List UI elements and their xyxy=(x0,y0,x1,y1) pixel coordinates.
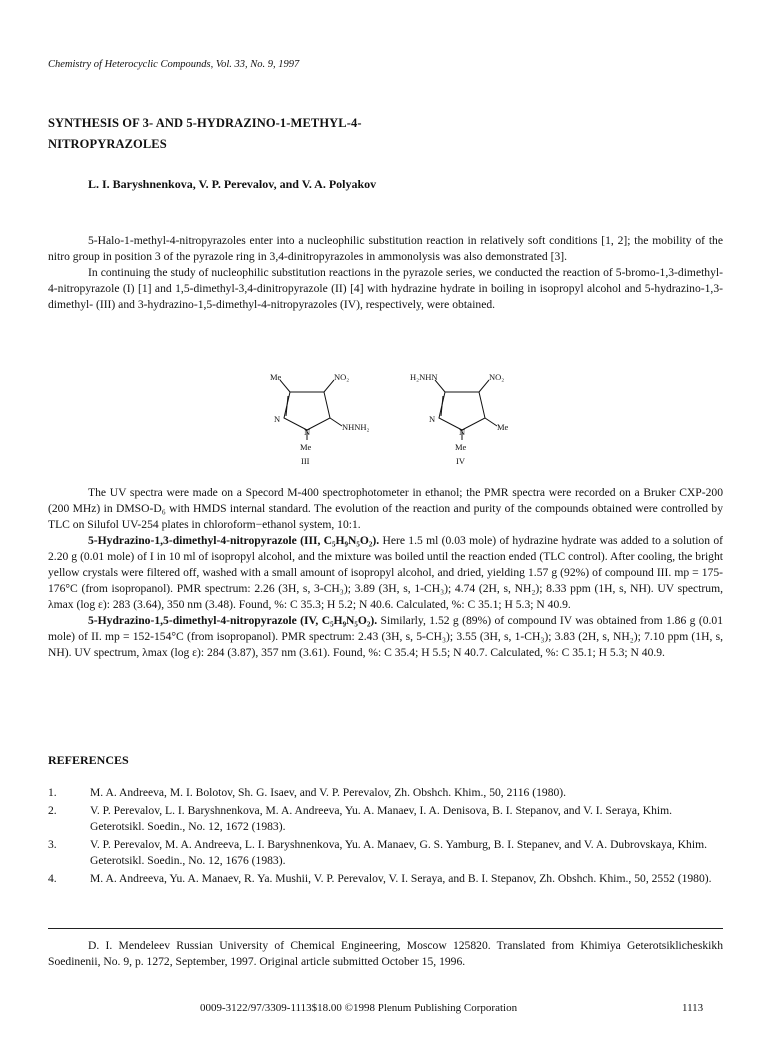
III-n-methyl: Me xyxy=(300,442,312,452)
III-ring-nitrogen-1: N xyxy=(304,427,311,437)
chemical-structures xyxy=(248,370,538,465)
paragraph-continuing: In continuing the study of nucleophilic substitution reactions in the pyrazole series, we conducted the reaction of 5-bromo-1,3-dimethyl-4-nitropyrazole (I) [1] and 1,5-dimethyl-3,4-dinitropyrazole (II) [4] with hydrazine hydrate in boiling in isopropyl alcohol and 5-hydrazino-1,3-dimethyl- (III) and 3-hydrazino-1,5-dimethyl-4-nitropyrazoles (IV), respectively, were obtained. xyxy=(48,266,723,311)
affiliation-note: D. I. Mendeleev Russian University of Chemical Engineering, Moscow 125820. Translated from Khimiya Geterotsiklicheskikh Soedinenii, No. 9, p. 1272, September, 1997. Original article submitted October 15, 1996. xyxy=(48,939,723,968)
structure-III xyxy=(270,372,370,466)
IV-top-right-substituent: NO₂ xyxy=(489,372,505,382)
paragraph-intro: 5-Halo-1-methyl-4-nitropyrazoles enter into a nucleophilic substitution reaction in relatively soft conditions [1, 2]; the mobility of the nitro group in position 3 of the pyrazole ring in 3,4-dinitropyrazoles in ammonolysis was also demonstrated [3]. xyxy=(48,234,723,263)
experimental-section xyxy=(48,485,723,661)
author-list: L. I. Baryshnenkova, V. P. Perevalov, and V. A. Polyakov xyxy=(88,177,377,191)
reference-text: V. P. Perevalov, L. I. Baryshnenkova, M. A. Andreeva, Yu. A. Manaev, I. A. Denisova, B. I. Stepanov, and V. I. Seraya, Khim. Geterotsikl. Soedin., No. 12, 1672 (1983). xyxy=(90,804,673,833)
III-ring-nitrogen-2: N xyxy=(274,414,281,424)
compound-III-heading: 5-Hydrazino-1,3-dimethyl-4-nitropyrazole (III, C₅H₉N₅O₂). xyxy=(88,534,380,547)
reference-number: 1. xyxy=(48,786,57,799)
structure-IV xyxy=(410,372,509,466)
reference-item xyxy=(48,837,723,869)
title-line-2: NITROPYRAZOLES xyxy=(48,137,167,151)
IV-ring-nitrogen-2: N xyxy=(429,414,436,424)
intro-section xyxy=(48,233,723,313)
IV-bottom-right-substituent: Me xyxy=(497,422,509,432)
paragraph-compound-III xyxy=(48,533,723,613)
IV-top-left-substituent: H₂NHN xyxy=(410,372,438,382)
reference-item xyxy=(48,785,723,801)
structure-diagram xyxy=(248,370,538,465)
reference-item xyxy=(48,871,723,887)
III-compound-label: III xyxy=(301,456,310,466)
journal-citation: Chemistry of Heterocyclic Compounds, Vol. 33, No. 9, 1997 xyxy=(48,59,300,70)
page-number: 1113 xyxy=(682,1002,704,1014)
IV-n-methyl: Me xyxy=(455,442,467,452)
paragraph-methods: The UV spectra were made on a Specord M-400 spectrophotometer in ethanol; the PMR spectra were recorded on a Bruker CXP-200 (200 MHz) in DMSO-D₆ with HMDS internal standard. The evolution of the reaction and purity of the compounds obtained were controlled by TLC on Silufol UV-254 plates in chloroform−ethanol system, 10:1. xyxy=(48,486,723,531)
IV-compound-label: IV xyxy=(456,456,465,466)
reference-text: M. A. Andreeva, M. I. Bolotov, Sh. G. Isaev, and V. P. Perevalov, Zh. Obshch. Khim., 50, 2116 (1980). xyxy=(90,786,567,799)
compound-III-procedure: Here 1.5 ml (0.03 mole) of hydrazine hydrate was added to a solution of 2.20 g (0.01 mole) of I in 10 ml of isopropyl alcohol, and the mixture was boiled until the reaction ended (TLC control). After cooling, the bright yellow crystals were filtered off, washed with a small amount of isopropyl alcohol, and dried, yielding 1.57 g (92%) of compound III. mp = 175-176°C (from isopropanol). PMR spectrum: 2.26 (3H, s, 3-CH₃); 3.89 (3H, s, 1-CH₃); 4.74 (2H, s, NH₂); 8.33 ppm (1H, s, NH). UV spectrum, λmax (log ε): 283 (3.64), 350 nm (3.48). Found, %: C 35.3; H 5.2; N 40.6. Calculated, %: C 35.1; H 5.3; N 40.9. xyxy=(48,534,723,611)
reference-list xyxy=(48,785,723,889)
IV-ring-nitrogen-1: N xyxy=(459,427,466,437)
paragraph-compound-IV xyxy=(48,613,723,661)
III-bottom-right-substituent: NHNH₂ xyxy=(342,422,370,432)
reference-number: 2. xyxy=(48,804,57,817)
references-heading: REFERENCES xyxy=(48,753,129,767)
copyright-footer: 0009-3122/97/3309-1113$18.00 ©1998 Plenum Publishing Corporation xyxy=(200,1002,518,1014)
compound-IV-procedure: Similarly, 1.52 g (89%) of compound IV was obtained from 1.86 g (0.01 mole) of II. mp = 152-154°C (from isopropanol). PMR spectrum: 2.43 (3H, s, 5-CH₃); 3.55 (3H, s, 1-CH₃); 3.83 (2H, s, NH₂); 7.10 ppm (1H, s, NH). UV spectrum, λmax (log ε): 284 (3.87), 357 nm (3.61). Found, %: C 35.4; H 5.5; N 40.7. Calculated, %: C 35.1; H 5.3; N 40.9. xyxy=(48,614,724,659)
reference-item xyxy=(48,803,723,835)
compound-IV-heading: 5-Hydrazino-1,5-dimethyl-4-nitropyrazole (IV, C₅H₉N₅O₂). xyxy=(88,614,378,627)
III-top-right-substituent: NO₂ xyxy=(334,372,350,382)
footnote-divider xyxy=(48,928,723,929)
reference-number: 4. xyxy=(48,872,57,885)
article-title xyxy=(48,113,608,155)
III-top-left-substituent: Me xyxy=(270,372,282,382)
reference-text: M. A. Andreeva, Yu. A. Manaev, R. Ya. Mushii, V. P. Perevalov, V. I. Seraya, and B. I. Stepanov, Zh. Obshch. Khim., 50, 2552 (1980). xyxy=(90,872,712,885)
reference-number: 3. xyxy=(48,838,57,851)
reference-text: V. P. Perevalov, M. A. Andreeva, L. I. Baryshnenkova, Yu. A. Manaev, G. S. Yamburg, B. I. Stepanev, and V. A. Dubrovskaya, Khim. Geterotsikl. Soedin., No. 12, 1676 (1983). xyxy=(90,838,707,867)
title-line-1: SYNTHESIS OF 3- AND 5-HYDRAZINO-1-METHYL-4- xyxy=(48,116,362,130)
